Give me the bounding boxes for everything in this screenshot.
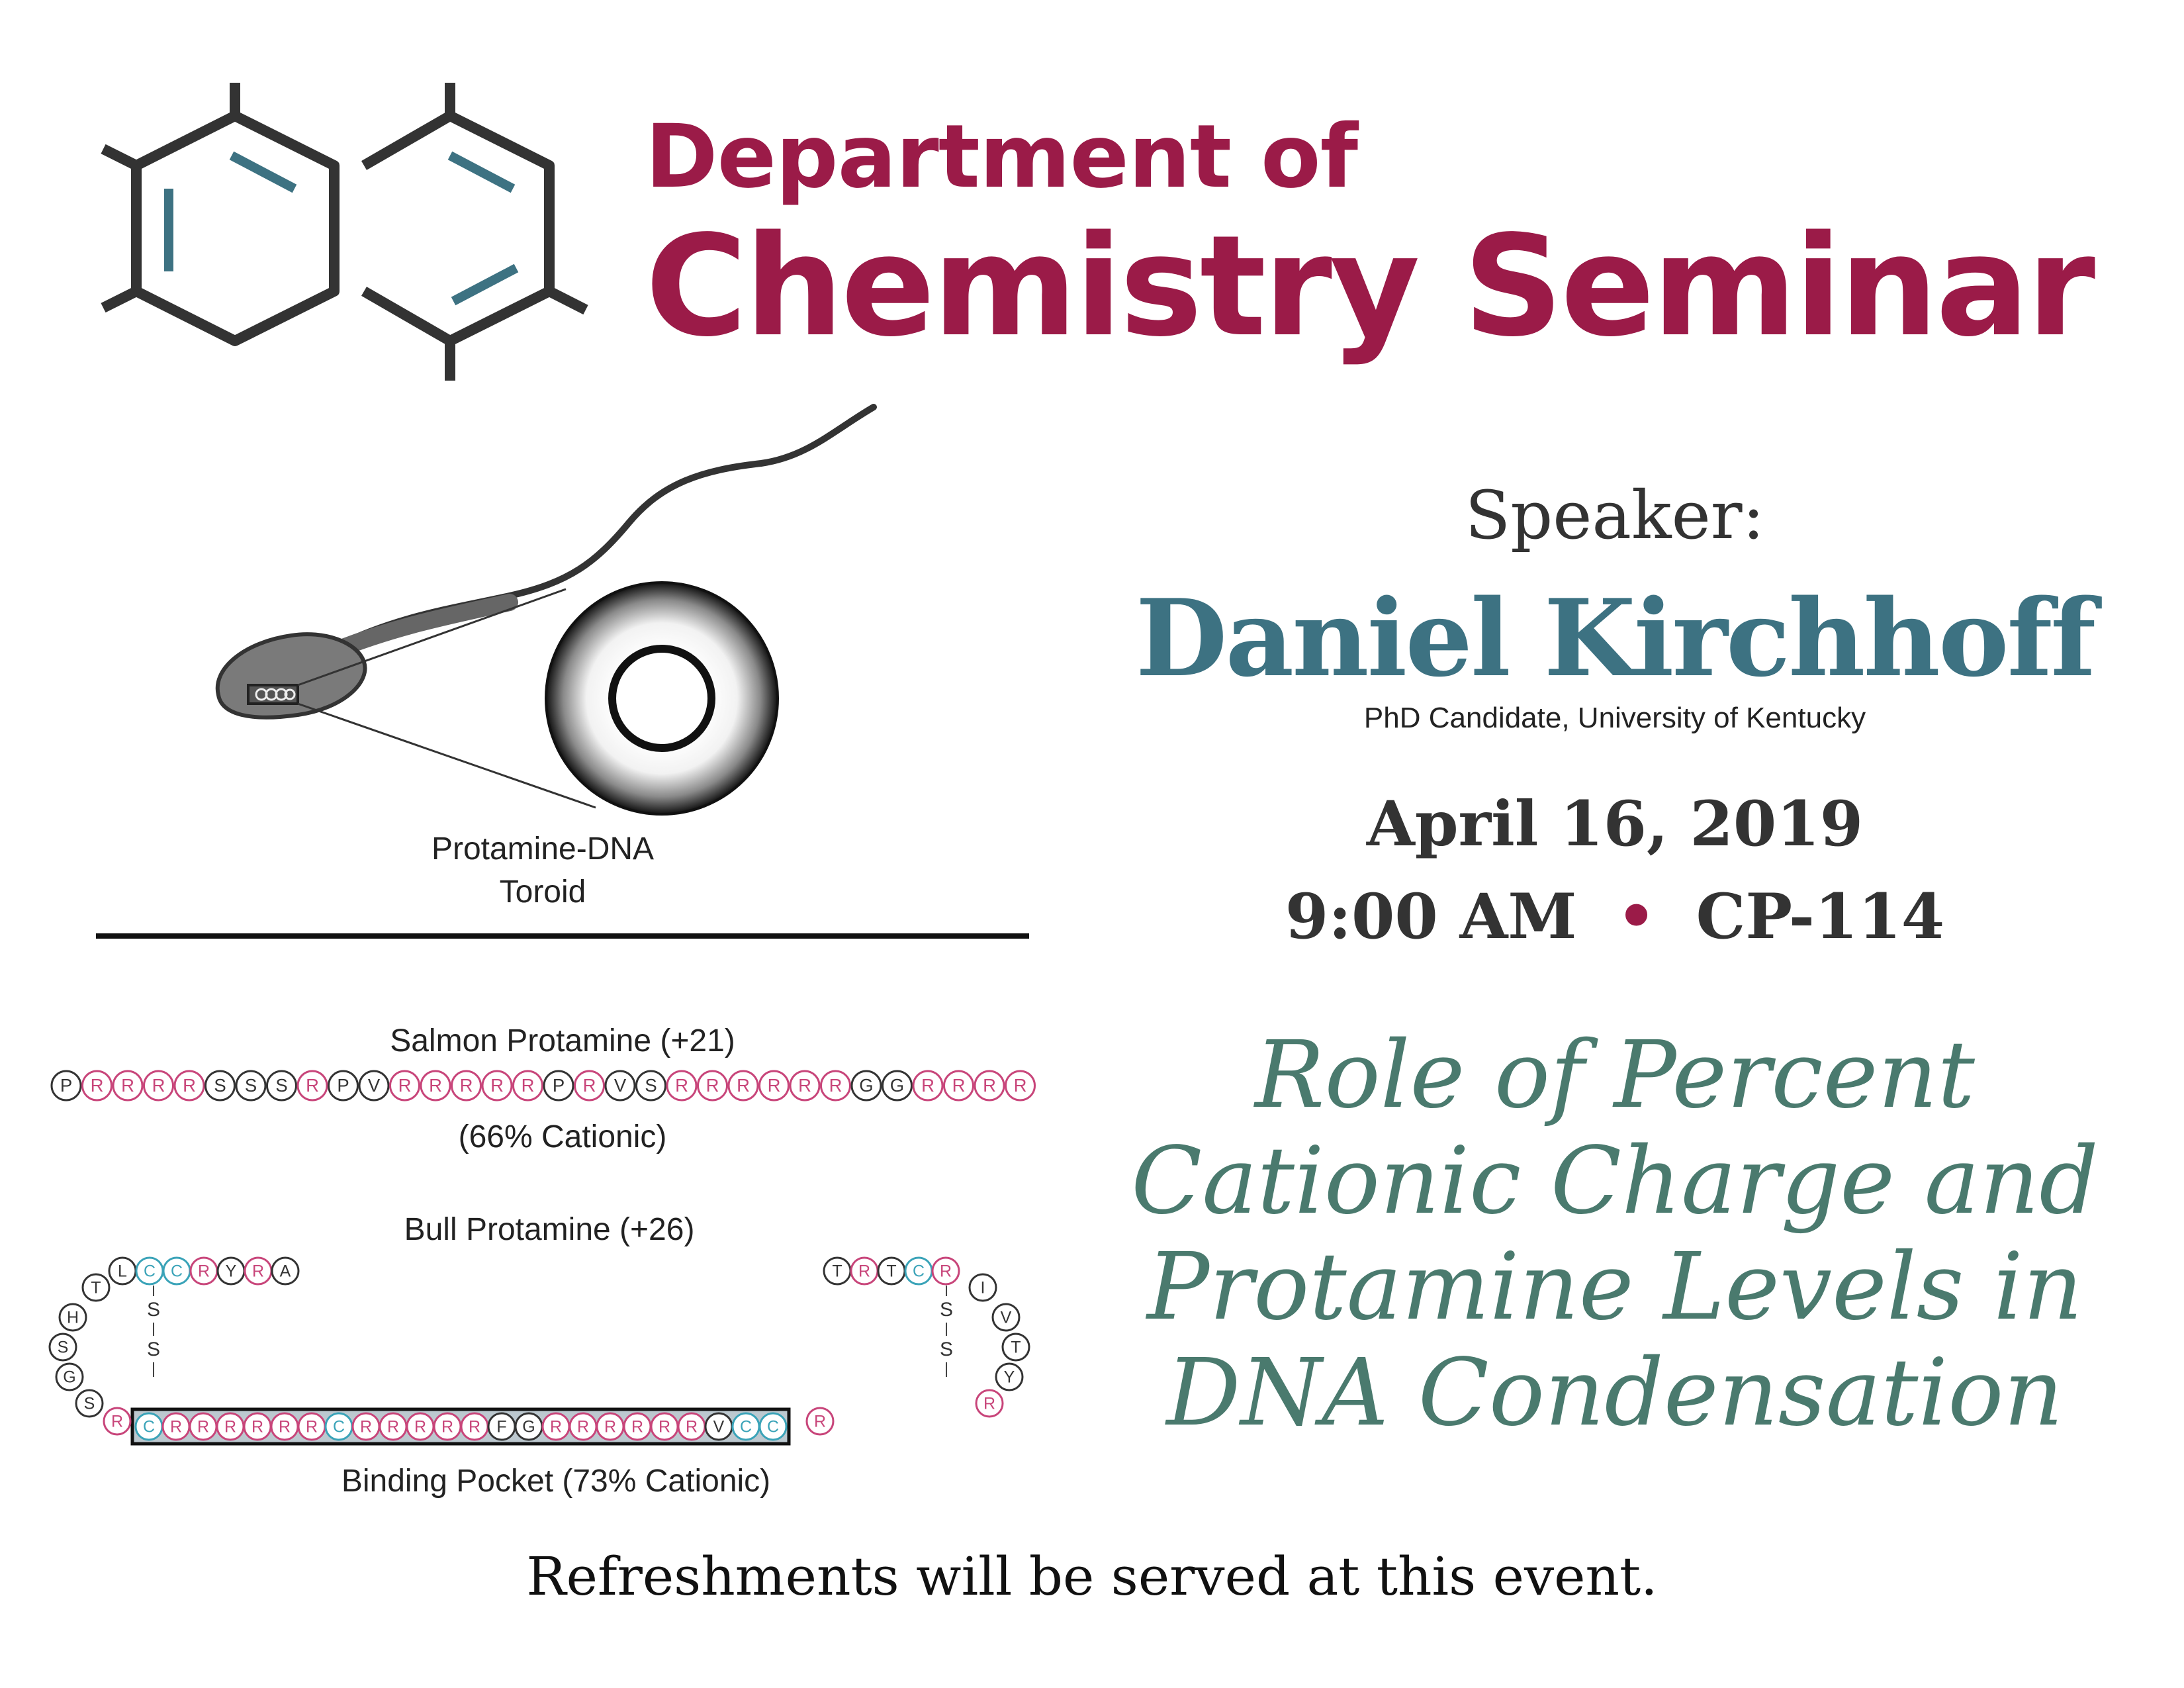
residue-R: [570, 1413, 596, 1440]
svg-text:P: P: [337, 1075, 349, 1096]
svg-text:R: R: [490, 1075, 504, 1096]
svg-text:R: R: [798, 1075, 811, 1096]
residue-R: [163, 1413, 189, 1440]
svg-text:C: C: [143, 1262, 156, 1281]
residue-R: [575, 1071, 604, 1100]
residue-R: [271, 1413, 298, 1440]
residue-V: [359, 1071, 388, 1100]
svg-text:C: C: [739, 1417, 752, 1436]
residue-R: [380, 1413, 406, 1440]
svg-text:R: R: [549, 1417, 563, 1436]
residue-C: [760, 1413, 786, 1440]
residue-R: [353, 1413, 379, 1440]
event-time-location: [1125, 880, 2105, 953]
svg-text:L: L: [118, 1262, 127, 1281]
svg-text:R: R: [582, 1075, 596, 1096]
residue-R: [434, 1413, 461, 1440]
talk-title-line4: DNA Condensation: [1166, 1339, 2064, 1447]
residue-R: [597, 1413, 623, 1440]
residue-R: [390, 1071, 420, 1100]
svg-text:T: T: [1011, 1338, 1021, 1357]
svg-text:R: R: [521, 1075, 535, 1096]
svg-text:C: C: [142, 1417, 156, 1436]
event-date: April 16, 2019: [1366, 788, 1864, 861]
residue-R: [217, 1413, 244, 1440]
protamine-dna-toroid-illustration: [199, 397, 900, 834]
svg-text:R: R: [468, 1417, 481, 1436]
residue-P: [52, 1071, 81, 1100]
residue-S: [206, 1071, 235, 1100]
svg-text:V: V: [614, 1075, 627, 1096]
svg-text:R: R: [414, 1417, 427, 1436]
talk-title-line1: Role of Percent: [1255, 1021, 1975, 1129]
residue-R: [190, 1413, 216, 1440]
residue-Y: [218, 1258, 244, 1284]
residue-G: [56, 1364, 83, 1390]
svg-text:R: R: [398, 1075, 412, 1096]
svg-text:R: R: [675, 1075, 688, 1096]
svg-text:R: R: [631, 1417, 644, 1436]
svg-text:Y: Y: [1003, 1368, 1015, 1387]
residue-R: [698, 1071, 727, 1100]
residue-R: [104, 1408, 130, 1434]
residue-G: [883, 1071, 912, 1100]
talk-title-line3: Protamine Levels in: [1146, 1233, 2083, 1341]
svg-text:P: P: [60, 1075, 73, 1096]
svg-text:P: P: [552, 1075, 565, 1096]
svg-text:R: R: [111, 1412, 124, 1431]
svg-text:T: T: [91, 1278, 101, 1297]
svg-text:R: R: [359, 1417, 373, 1436]
residue-A: [272, 1258, 298, 1284]
svg-text:R: R: [705, 1075, 719, 1096]
residue-R: [452, 1071, 481, 1100]
residue-V: [705, 1413, 732, 1440]
residue-R: [975, 1071, 1004, 1100]
residue-C: [136, 1413, 162, 1440]
svg-text:S: S: [244, 1075, 257, 1096]
svg-text:G: G: [522, 1417, 535, 1436]
residue-R: [944, 1071, 974, 1100]
svg-text:R: R: [306, 1075, 319, 1096]
svg-text:R: R: [169, 1417, 183, 1436]
disulfide-s-top-left: S: [146, 1299, 161, 1321]
residue-R: [624, 1413, 651, 1440]
svg-text:R: R: [305, 1417, 318, 1436]
residue-S: [50, 1334, 76, 1360]
svg-text:R: R: [197, 1262, 210, 1281]
event-time: 9:00 AM: [1285, 880, 1577, 953]
residue-R: [1006, 1071, 1035, 1100]
svg-text:Y: Y: [225, 1262, 237, 1281]
speaker-affiliation: PhD Candidate, University of Kentucky: [1363, 702, 1866, 734]
seminar-heading: Chemistry Seminar: [645, 205, 2093, 367]
residue-R: [113, 1071, 142, 1100]
svg-text:R: R: [604, 1417, 617, 1436]
residue-C: [326, 1413, 352, 1440]
svg-text:R: R: [685, 1417, 698, 1436]
residue-Y: [996, 1364, 1023, 1390]
bull-protamine-structure: [33, 1244, 1092, 1463]
residue-S: [236, 1071, 265, 1100]
disulfide-s-bottom-right: S: [939, 1338, 954, 1360]
department-heading: Department of: [645, 106, 1358, 208]
svg-text:R: R: [121, 1075, 134, 1096]
residue-R: [244, 1413, 271, 1440]
residue-V: [606, 1071, 635, 1100]
residue-P: [329, 1071, 358, 1100]
residue-C: [163, 1258, 190, 1284]
residue-H: [60, 1304, 86, 1331]
svg-text:R: R: [459, 1075, 473, 1096]
residue-R: [678, 1413, 705, 1440]
section-divider: [96, 933, 1029, 939]
svg-text:V: V: [713, 1417, 725, 1436]
svg-text:R: R: [983, 1075, 996, 1096]
residue-R: [807, 1408, 833, 1434]
residue-R: [83, 1071, 112, 1100]
speaker-name: Daniel Kirchhoff: [1135, 576, 2095, 700]
svg-text:T: T: [832, 1262, 842, 1281]
residue-R: [298, 1413, 325, 1440]
residue-R: [790, 1071, 819, 1100]
residue-R: [760, 1071, 789, 1100]
svg-text:R: R: [183, 1075, 196, 1096]
svg-text:R: R: [197, 1417, 210, 1436]
svg-text:C: C: [912, 1262, 925, 1281]
event-location: CP-114: [1696, 880, 1945, 953]
svg-text:R: R: [952, 1075, 966, 1096]
residue-R: [482, 1071, 512, 1100]
residue-F: [488, 1413, 515, 1440]
svg-text:G: G: [859, 1075, 874, 1096]
residue-R: [729, 1071, 758, 1100]
residue-R: [543, 1413, 569, 1440]
speaker-label: Speaker:: [1465, 477, 1765, 554]
residue-R: [913, 1071, 942, 1100]
svg-text:R: R: [441, 1417, 454, 1436]
svg-text:S: S: [214, 1075, 226, 1096]
svg-text:R: R: [767, 1075, 781, 1096]
svg-text:G: G: [63, 1368, 76, 1387]
svg-text:R: R: [939, 1262, 952, 1281]
svg-text:T: T: [886, 1262, 897, 1281]
residue-T: [83, 1274, 109, 1301]
residue-S: [76, 1390, 103, 1417]
residue-R: [245, 1258, 271, 1284]
residue-R: [667, 1071, 696, 1100]
residue-C: [905, 1258, 932, 1284]
svg-text:F: F: [496, 1417, 507, 1436]
svg-text:G: G: [889, 1075, 905, 1096]
toroid-label-line1: Protamine-DNA: [431, 831, 655, 867]
residue-R: [298, 1071, 327, 1100]
salmon-protamine-title: Salmon Protamine (+21): [390, 1023, 735, 1058]
residue-R: [976, 1390, 1003, 1417]
svg-text:I: I: [980, 1278, 985, 1297]
residue-R: [851, 1258, 878, 1284]
svg-text:R: R: [1013, 1075, 1027, 1096]
residue-V: [993, 1304, 1019, 1331]
refreshments-note: Refreshments will be served at this event.: [526, 1546, 1658, 1607]
svg-text:R: R: [429, 1075, 442, 1096]
svg-text:R: R: [278, 1417, 291, 1436]
chemistry-rings-logo: [93, 73, 596, 391]
disulfide-s-top-right: S: [939, 1299, 954, 1321]
salmon-protamine-sequence: [46, 1062, 1079, 1109]
residue-R: [651, 1413, 678, 1440]
svg-text:V: V: [1000, 1308, 1012, 1327]
residue-C: [136, 1258, 163, 1284]
residue-G: [852, 1071, 881, 1100]
disulfide-s-bottom-left: S: [146, 1338, 161, 1360]
residue-R: [144, 1071, 173, 1100]
talk-title: [1125, 1023, 2105, 1446]
svg-text:C: C: [332, 1417, 345, 1436]
svg-text:H: H: [66, 1308, 79, 1327]
residue-R: [514, 1071, 543, 1100]
svg-text:S: S: [645, 1075, 657, 1096]
salmon-protamine-caption: (66% Cationic): [458, 1119, 667, 1154]
svg-text:C: C: [766, 1417, 780, 1436]
svg-text:R: R: [813, 1412, 827, 1431]
svg-text:R: R: [251, 1417, 264, 1436]
residue-G: [516, 1413, 542, 1440]
svg-text:R: R: [90, 1075, 104, 1096]
svg-text:R: R: [921, 1075, 934, 1096]
svg-text:R: R: [224, 1417, 237, 1436]
svg-text:R: R: [858, 1262, 871, 1281]
svg-text:R: R: [152, 1075, 165, 1096]
svg-text:A: A: [279, 1262, 291, 1281]
residue-L: [109, 1258, 136, 1284]
talk-title-line2: Cationic Charge and: [1131, 1127, 2099, 1235]
residue-R: [191, 1258, 217, 1284]
bull-protamine-caption: Binding Pocket (73% Cationic): [341, 1464, 771, 1499]
svg-text:R: R: [983, 1394, 996, 1413]
svg-text:R: R: [658, 1417, 671, 1436]
residue-T: [1003, 1334, 1029, 1360]
svg-text:R: R: [829, 1075, 842, 1096]
toroid-label-line2: Toroid: [499, 874, 586, 910]
bull-protamine-title: Bull Protamine (+26): [404, 1212, 695, 1247]
residue-T: [824, 1258, 850, 1284]
separator-bullet: •: [1616, 880, 1657, 953]
svg-text:R: R: [251, 1262, 265, 1281]
residue-T: [878, 1258, 905, 1284]
residue-S: [267, 1071, 296, 1100]
residue-R: [421, 1071, 450, 1100]
svg-text:S: S: [57, 1338, 69, 1357]
residue-C: [733, 1413, 759, 1440]
svg-text:R: R: [576, 1417, 590, 1436]
residue-P: [544, 1071, 573, 1100]
residue-R: [461, 1413, 488, 1440]
residue-I: [970, 1274, 996, 1301]
svg-text:S: S: [275, 1075, 288, 1096]
svg-text:R: R: [737, 1075, 750, 1096]
svg-text:C: C: [170, 1262, 183, 1281]
residue-R: [933, 1258, 959, 1284]
svg-text:S: S: [83, 1394, 95, 1413]
svg-text:V: V: [367, 1075, 381, 1096]
residue-R: [175, 1071, 204, 1100]
residue-S: [637, 1071, 666, 1100]
residue-R: [407, 1413, 433, 1440]
residue-R: [821, 1071, 850, 1100]
svg-text:R: R: [387, 1417, 400, 1436]
